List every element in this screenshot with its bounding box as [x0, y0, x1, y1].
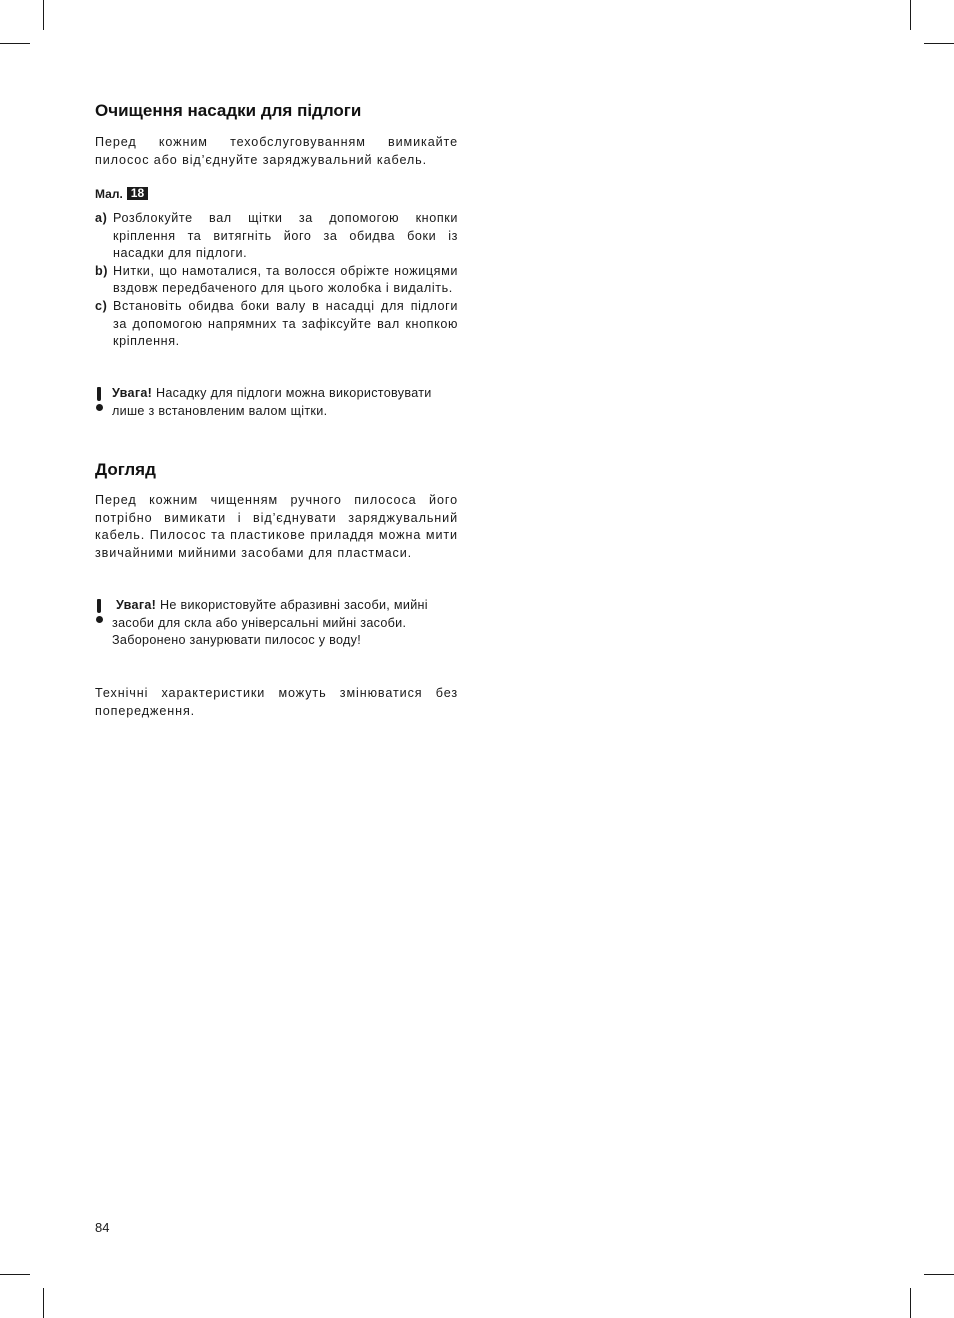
- step-letter: b): [95, 263, 109, 278]
- crop-mark-top-right-vertical: [910, 0, 911, 30]
- step-text: Встановіть обидва боки валу в насадці для підлоги за допомогою напрямних та зафіксуйте вал кнопкою кріплення.: [113, 298, 458, 349]
- specifications-note: Технічні характеристики можуть змінюватися без попередження.: [95, 686, 458, 718]
- step-item-b: [95, 263, 458, 298]
- step-text: Нитки, що намоталися, та волосся обріжте ножицями вздовж передбаченого для цього жолобка і видаліть.: [113, 263, 458, 296]
- figure-reference: [95, 186, 458, 202]
- step-letter: c): [95, 298, 108, 313]
- step-text: Розблокуйте вал щітки за допомогою кнопки кріплення та витягніть його за обидва боки із насадки для підлоги.: [113, 211, 458, 261]
- section-title-floor-nozzle-cleaning: Очищення насадки для підлоги: [95, 101, 362, 120]
- step-item-c: [95, 298, 458, 351]
- warning-message: Не використовуйте абразивні засоби, мийні засоби для скла або універсальні мийні засоби. Заборонено занурювати пилосос у воду!: [112, 598, 428, 648]
- exclamation-warning-icon: [95, 597, 112, 650]
- crop-mark-top-left-vertical: [43, 0, 44, 30]
- crop-mark-bottom-left-vertical: [43, 1288, 44, 1318]
- crop-mark-top-left-horizontal: [0, 43, 30, 44]
- warning-label: Увага!: [116, 598, 157, 612]
- warning-label: Увага!: [112, 386, 153, 400]
- section-title-care: Догляд: [95, 460, 156, 479]
- exclamation-warning-icon: [95, 385, 112, 420]
- warning-text: [112, 597, 458, 650]
- crop-mark-bottom-right-horizontal: [924, 1274, 954, 1275]
- crop-mark-bottom-right-vertical: [910, 1288, 911, 1318]
- figure-label: Мал.: [95, 187, 123, 201]
- warning-brush-roll: [95, 385, 458, 420]
- page-number: 84: [95, 1220, 110, 1235]
- floor-nozzle-intro: Перед кожним техобслуговуванням вимикайте пилосос або від’єднуйте заряджувальний кабель.: [95, 135, 458, 167]
- care-body-text: Перед кожним чищенням ручного пилососа його потрібно вимикати і від’єднувати заряджувальний кабель. Пилосос та пластикове приладдя можна мити звичайними мийними засобами для пластмаси.: [95, 493, 458, 560]
- warning-abrasives: [95, 597, 458, 650]
- warning-message: Насадку для підлоги можна використовувати лише з встановленим валом щітки.: [112, 386, 432, 418]
- step-item-a: [95, 210, 458, 263]
- warning-text: [112, 385, 458, 420]
- step-letter: a): [95, 211, 108, 225]
- crop-mark-top-right-horizontal: [924, 43, 954, 44]
- figure-number-badge: 18: [127, 187, 148, 200]
- step-list: [95, 210, 458, 351]
- crop-mark-bottom-left-horizontal: [0, 1274, 30, 1275]
